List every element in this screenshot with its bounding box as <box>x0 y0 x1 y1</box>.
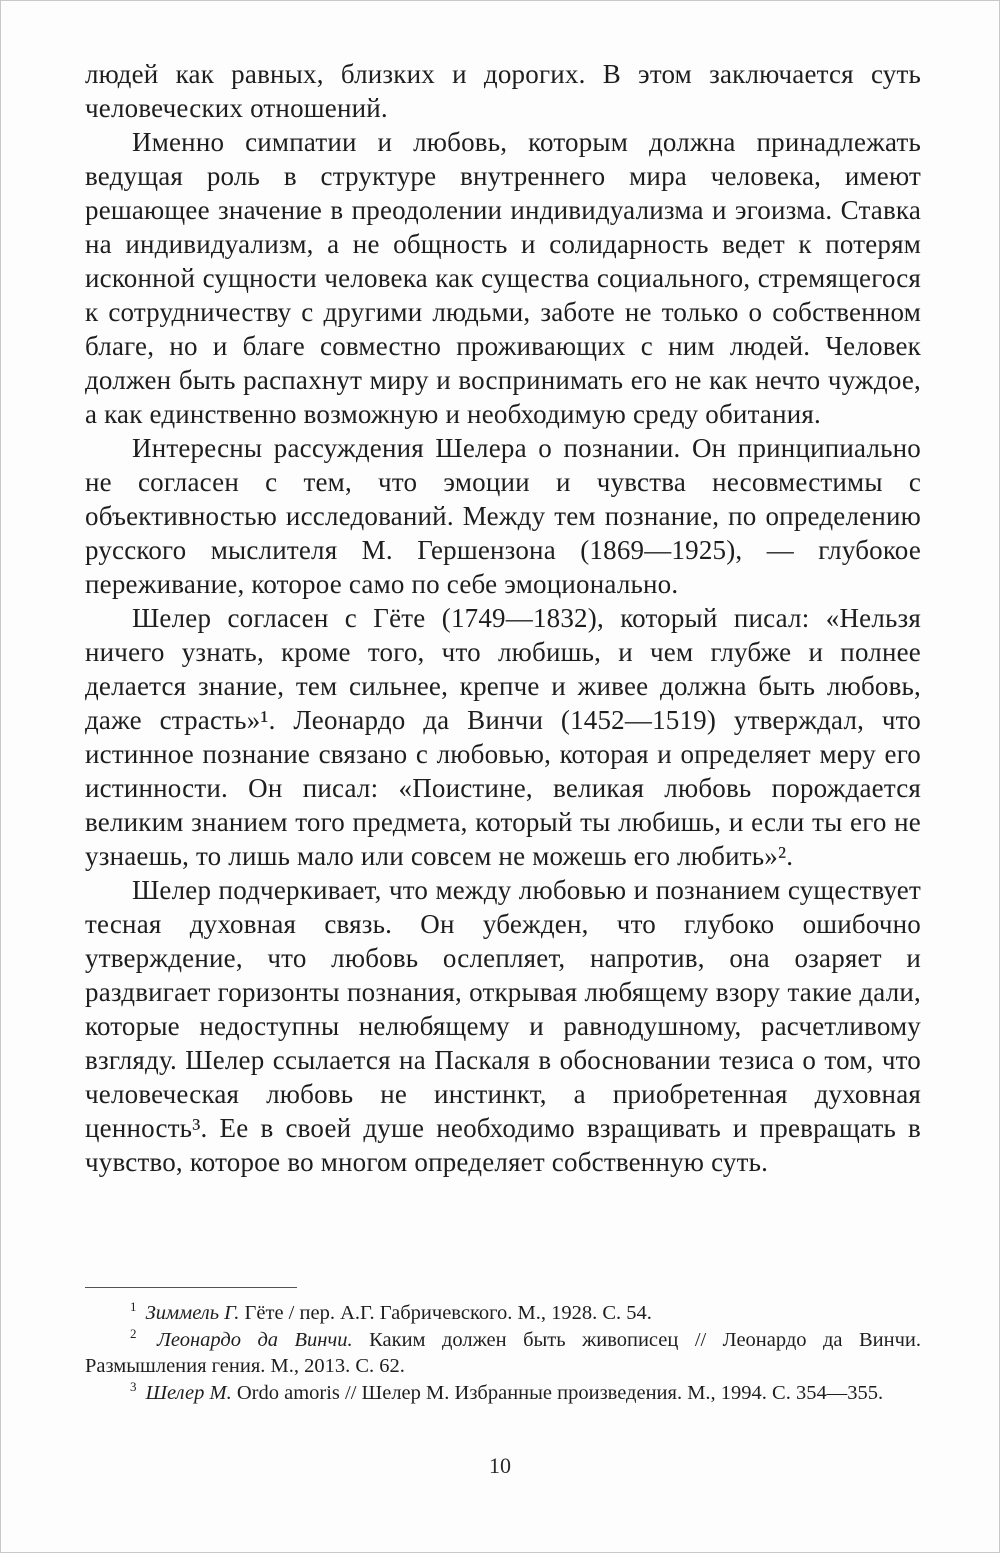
paragraph: Интересны рассуждения Шелера о познании. Он принципиально не согласен с тем, что эмоции и чувства несовместимы с объективностью исследований. Между тем познание, по определению русского мыслителя М. Гершензона (1869—1925), — глубокое переживание, которое само по себе эмоционально. <box>85 433 921 599</box>
footnote-author: Шелер М. <box>145 1381 232 1404</box>
footnote <box>85 1380 921 1407</box>
paragraph-continuation: людей как равных, близких и дорогих. В этом заключается суть человеческих отношений. <box>85 59 921 123</box>
footnote-marker: 2 <box>130 1325 137 1341</box>
footnote <box>85 1327 921 1380</box>
footnote-author: Зиммель Г. <box>145 1302 240 1324</box>
footnote-text: Ordo amoris // Шелер М. Избранные произведения. М., 1994. С. 354—355. <box>236 1381 884 1404</box>
footnote <box>85 1300 921 1327</box>
footnote-marker: 1 <box>130 1299 137 1315</box>
body-text <box>85 57 921 1179</box>
footnote-text: Гёте / пер. А.Г. Габричевского. М., 1928. С. 54. <box>244 1302 652 1324</box>
paragraph: Именно симпатии и любовь, которым должна принадлежать ведущая роль в структуре внутреннего мира человека, имеют решающее значение в преодолении индивидуализма и эгоизма. Ставка на индивидуализм, а не общность и солидарность ведет к потерям исконной сущности человека как существа социального, стремящегося к сотрудничеству с другими людьми, заботе не только о собственном благе, но и благе совместно проживающих с ним людей. Человек должен быть распахнут миру и воспринимать его не как нечто чуждое, а как единственно возможную и необходимую среду обитания. <box>85 127 921 429</box>
footnote-text: Каким должен быть живописец // Леонардо да Винчи. Размышления гения. М., 2013. С. 62. <box>85 1328 922 1377</box>
footnote-author: Леонардо да Винчи. <box>156 1328 353 1351</box>
footnote-divider <box>85 1287 297 1288</box>
paragraph: Шелер согласен с Гёте (1749—1832), который писал: «Нельзя ничего узнать, кроме того, что любишь, и чем глубже и полнее делается знание, тем сильнее, крепче и живее должна быть любовь, даже страсть»¹. Леонардо да Винчи (1452—1519) утверждал, что истинное познание связано с любовью, которая и определяет меру его истинности. Он писал: «Поистине, великая любовь порождается великим знанием того предмета, который ты любишь, и если ты его не узнаешь, то лишь мало или совсем не можешь его любить»². <box>85 603 921 871</box>
page-number: 10 <box>489 1453 511 1478</box>
paragraph: Шелер подчеркивает, что между любовью и познанием существует тесная духовная связь. Он убежден, что глубоко ошибочно утверждение, что любовь ослепляет, напротив, она озаряет и раздвигает горизонты познания, открывая любящему взору такие дали, которые недоступны нелюбящему и равнодушному, расчетливому взгляду. Шелер ссылается на Паскаля в обосновании тезиса о том, что человеческая любовь не инстинкт, а приобретенная духовная ценность³. Ее в своей душе необходимо взращивать и превращать в чувство, которое во многом определяет собственную суть. <box>85 875 921 1177</box>
footnote-marker: 3 <box>130 1378 137 1394</box>
footnotes-section <box>85 1287 921 1406</box>
